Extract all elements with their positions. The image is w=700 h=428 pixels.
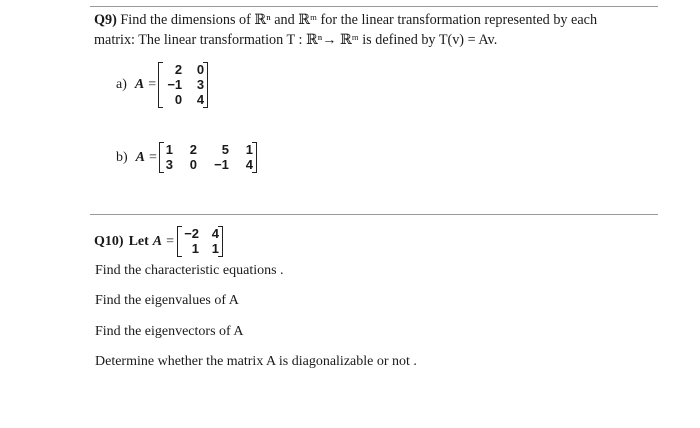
q10-equals: = (166, 233, 175, 249)
part-b-label: b) (116, 149, 128, 165)
matrix-cell: 3 (165, 157, 173, 172)
q10-variable: A (152, 233, 163, 249)
matrix-cell: 1 (211, 241, 220, 256)
matrix-a (158, 62, 208, 108)
matrix-cell: 0 (189, 157, 197, 172)
q9-number: Q9) (94, 12, 117, 28)
part-b-variable: A (135, 149, 146, 165)
top-divider (90, 6, 658, 7)
q9-prompt (94, 10, 654, 50)
q9-part-a (116, 62, 208, 108)
part-a-equals: = (148, 77, 157, 92)
matrix-q10 (177, 226, 223, 257)
q9-line-2: matrix: The linear transformation T : ℝⁿ→ ℝᵐ is defined by T(v) = Av. (94, 32, 498, 48)
matrix-cell: 2 (189, 142, 197, 157)
matrix-cell: 1 (191, 241, 200, 256)
q9-part-b (116, 142, 257, 173)
q10-let: Let (128, 233, 149, 249)
matrix-cell: 4 (196, 92, 205, 107)
part-a-label: a) (116, 77, 127, 92)
q10-item-eigenvectors: Find the eigenvectors of A (95, 324, 244, 339)
matrix-cell: 3 (196, 77, 205, 92)
matrix-b (159, 142, 257, 173)
q10-item-diagonalizable: Determine whether the matrix A is diagonalizable or not . (95, 354, 417, 369)
matrix-cell: 1 (245, 142, 253, 157)
matrix-cell: 0 (174, 92, 183, 107)
q10-item-characteristic: Find the characteristic equations . (95, 263, 284, 278)
matrix-cell: 5 (221, 142, 229, 157)
section-divider (90, 214, 658, 215)
document-page (4, 0, 696, 428)
matrix-cell: 4 (211, 226, 220, 241)
part-b-equals: = (149, 149, 157, 165)
q10-number: Q10) (94, 233, 124, 249)
matrix-cell: −1 (214, 157, 229, 172)
matrix-cell: 0 (196, 62, 205, 77)
matrix-cell: 2 (174, 62, 183, 77)
matrix-cell: 1 (165, 142, 173, 157)
q10-item-eigenvalues: Find the eigenvalues of A (95, 293, 239, 308)
q9-line-1-text: Find the dimensions of ℝⁿ and ℝᵐ for the linear transformation represented by each (116, 12, 598, 28)
matrix-cell: 4 (245, 157, 253, 172)
matrix-cell: −1 (167, 77, 183, 92)
q10-prompt (94, 226, 223, 257)
matrix-cell: −2 (184, 226, 200, 241)
part-a-variable: A (134, 77, 145, 92)
q9-line-1 (94, 10, 654, 30)
